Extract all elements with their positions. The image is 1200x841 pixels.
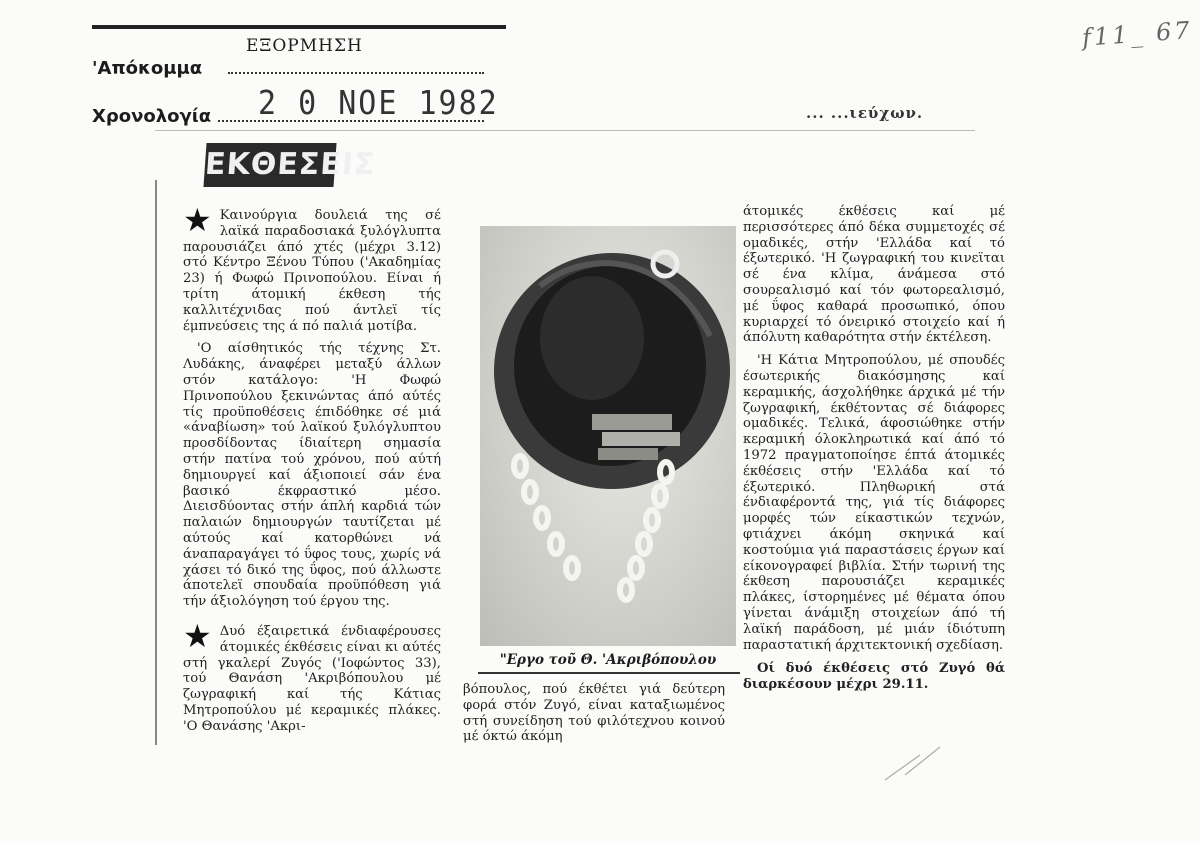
star-bullet-icon: ★ xyxy=(183,616,212,655)
paragraph-exhibition-dates: Οί δυό έκθέσεις στό Ζυγό θά διαρκέσουν μέχρι 29.11. xyxy=(743,661,1005,693)
paragraph-zygos-gallery: Δυό έξαιρετικά ένδιαφέρουσες άτομικές έκθέσεις είναι κι αύτές στή γκαλερί Ζυγός ('Ιοφώντος 33), τού Θανάση 'Ακριβόπουλου μέ ζωγραφική καί τής Κάτιας Μητροπούλου μέ κεραμικές πλάκες. 'Ο Θανάσης 'Ακρι- xyxy=(183,623,441,734)
section-heading: ΕΚΘΕΣΕΙΣ xyxy=(203,143,336,187)
paragraph-lydakis-quote: 'Ο αίσθητικός τής τέχνης Στ. Λυδάκης, άναφέρει μεταξύ άλλων στόν κατάλογο: 'Η Φωφώ Πρινοπούλου ξεκινώντας άπό αύτές τίς προϋποθέσεις έπιδόθηκε σέ μιά «άναβίωση» τού λαϊκού ξυλόγλυπτου προσδίδοντας ίδιαίτερη σημασία στήν πατίνα τού χρόνου, πού αύτή δημιουργεί καί άξιοποιεί σάν ένα βασικό έκφραστικό μέσο. Διεισδύοντας στήν άπλή καρδιά τών παλαιών δημιουργών ταυτίζεται μέ αύτούς καί κατορθώνει νά άναπαραγάγει τό ΰφος τους, χωρίς νά χάσει τό δικό της ΰφος, πού άλλωστε άποτελεϊ σπουδαία προϋπόθεση γιά τήν άξιολόγηση τού έργου της. xyxy=(183,341,441,610)
artwork-illustration xyxy=(480,226,736,646)
article-column-3 xyxy=(743,204,1005,700)
article-column-1 xyxy=(183,201,441,742)
publication-name: ΕΞΟΡΜΗΣΗ xyxy=(246,36,363,56)
top-text-fragment: ... ...ιεύχων. xyxy=(806,104,924,122)
photo-caption: "Εργο τοῦ Θ. 'Ακριβόπουλου xyxy=(499,652,717,668)
caption-rule xyxy=(478,672,740,674)
paragraph-akrivopoulos-style: άτομικές έκθέσεις καί μέ περισσότερες άπό δέκα συμμετοχές σέ ομαδικές, στήν 'Ελλάδα καί τό έξωτερικό. 'Η ζωγραφική του κινεϊται σέ ένα κλίμα, άνάμεσα στό σουρεαλισμό καί τόν φωτορεαλισμό, μέ ΰφος καθαρά προσωπικό, όπου κυριαρχεί τό όνειρικό στοιχείο καί ή άπόλυτη καθαρότητα στήν έκτέλεση. xyxy=(743,204,1005,346)
clipping-top-edge xyxy=(155,130,975,131)
date-stamp: 2 0 ΝΟΕ 1982 xyxy=(258,84,499,123)
clipping-dotted-line xyxy=(228,72,484,74)
star-bullet-icon: ★ xyxy=(183,201,212,239)
date-label: Χρονολογία xyxy=(92,106,212,127)
artwork-photo xyxy=(480,226,736,646)
paragraph-prinopoulou-intro: Καινούργια δουλειά της σέ λαϊκά παραδοσιακά ξυλόγλυπτα παρουσιάζει άπό χτές (μέχρι 3.12) στό Κέντρο Ξένου Τύπου ('Ακαδημίας 23) ή Φωφώ Πρινοπούλου. Είναι ή τρίτη άτομική έκθεση τής καλλιτέχνιδας πού άντλεϊ τίς έμπνεύσεις της ά πό παλιά μοτίβα. xyxy=(183,208,441,334)
paragraph-mitropoulou: 'Η Κάτια Μητροπούλου, μέ σπουδές έσωτερικής διακόσμησης καί κεραμικής, άσχολήθηκε άρχικά μέ τήν ζωγραφική, έκθέτοντας σέ διάφορες ομαδικές. Τελικά, άφοσιώθηκε στήν κεραμική όλοκληρωτικά καί άπό τό 1972 πραγματοποίησε έπτά άτομικές έκθέσεις στήν 'Ελλάδα καί τό έξωτερικό. Πληθωρική στά ένδιαφέροντά της, γιά τίς διάφορες μορφές τών είκαστικών τεχνών, φτιάχνει άκόμη σκηνικά καί κοστούμια γιά παραστάσεις έργων καί είκονογραφεί βιβλία. Στήν τωρινή της έκθεση παρουσιάζει κεραμικές πλάκες, ίστορημένες μέ θέματα όπου γίνεται άνάμιξη στοιχείων άπό τή λαϊκή παράδοση, μέ μιάν ίδιότυπη παραστατική άρχιτεκτονική σχεδίαση. xyxy=(743,353,1005,653)
archive-reference: f11_ 67 xyxy=(1081,16,1194,52)
paragraph-akrivopoulos-cont: βόπουλος, πού έκθέτει γιά δεύτερη φορά στόν Ζυγό, είναι καταξιωμένος στή συνείδηση τού φιλότεχνου κοινού μέ όκτώ άκόμη xyxy=(463,682,725,745)
header-rule xyxy=(92,25,506,29)
clipping-left-edge xyxy=(155,180,157,745)
article-column-2 xyxy=(463,682,725,752)
pencil-mark xyxy=(880,735,970,785)
clipping-label: 'Απόκομμα xyxy=(92,58,203,79)
